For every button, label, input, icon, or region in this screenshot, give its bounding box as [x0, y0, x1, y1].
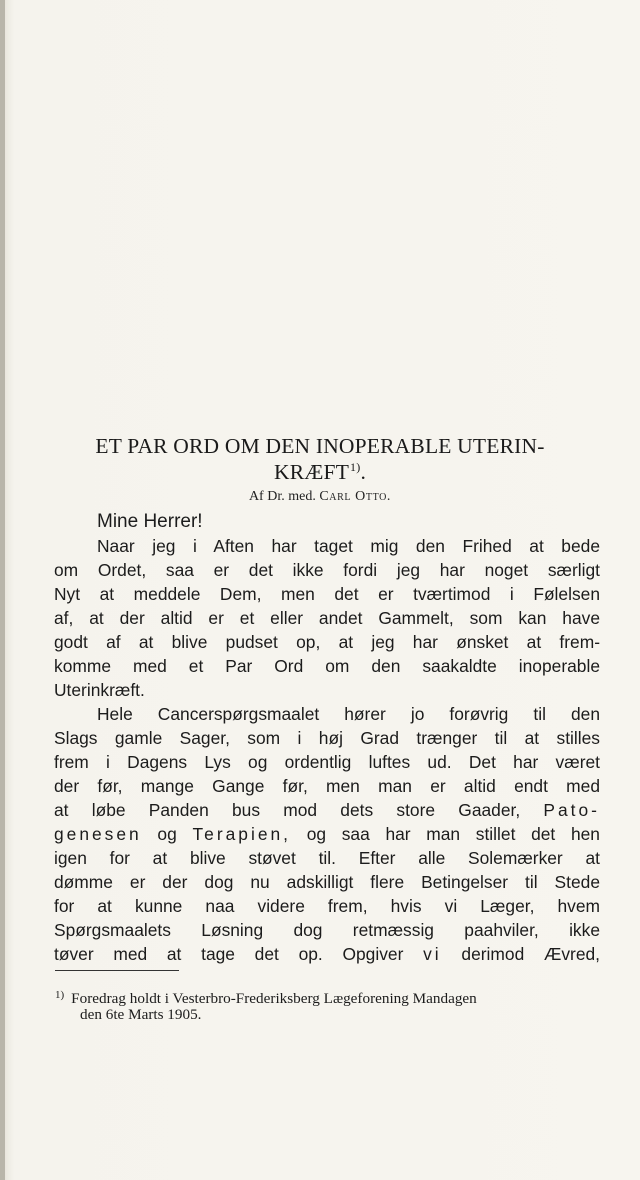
- line-text: og: [157, 824, 177, 844]
- body-line: godt af at blive pudset op, at jeg har ønsket at frem-: [54, 632, 600, 652]
- article-title-line-2: KRÆFT$^{1)}$.: [273, 460, 367, 484]
- byline-prefix: Af Dr. med.: [248, 489, 316, 504]
- body-line: Naar jeg i Aften har taget mig den Frihed at bede: [97, 536, 600, 556]
- footnote-divider: [55, 970, 179, 971]
- body-line: Nyt at meddele Dem, men det er tværtimod i Følelsen: [54, 584, 600, 604]
- footnote-mark: 1): [55, 989, 65, 1001]
- body-line: om Ordet, saa er det ikke fordi jeg har noget særligt: [54, 560, 600, 580]
- byline: [0, 489, 640, 505]
- body-line: af, at der altid er et eller andet Gammelt, som kan have: [54, 608, 600, 628]
- title-text-1: ET PAR ORD OM DEN INOPERABLE UTERIN-: [95, 434, 545, 458]
- spaced-term: Pato-: [543, 800, 600, 820]
- body-line: igen for at blive støvet til. Efter alle Solemærker at: [54, 848, 600, 868]
- body-line: [54, 799, 600, 821]
- author-name: Carl Otto.: [319, 489, 392, 504]
- body-line: der før, mange Gange før, men man er altid endt med: [54, 776, 600, 796]
- body-line: for at kunne naa videre frem, hvis vi Læger, hvem: [54, 896, 600, 916]
- body-line: [54, 823, 600, 845]
- line-text: tøver med at tage det op. Opgiver: [54, 944, 404, 964]
- line-text: og saa har man stillet det hen: [306, 824, 600, 844]
- body-line: Uterinkræft.: [54, 680, 145, 700]
- title-footnote-mark: 1): [350, 460, 361, 474]
- title-text-2: KRÆFT: [273, 460, 350, 484]
- salutation: Mine Herrer!: [97, 511, 203, 532]
- line-text: derimod Ævred,: [461, 944, 601, 964]
- body-line: frem i Dagens Lys og ordentlig luftes ud. Det har været: [54, 752, 600, 772]
- spaced-term: genesen: [54, 824, 142, 844]
- body-line: komme med et Par Ord om den saakaldte inoperable: [54, 656, 600, 676]
- spaced-term: vi: [423, 944, 442, 964]
- footnote-line-2: den 6te Marts 1905.: [80, 1006, 202, 1023]
- body-line: Hele Cancerspørgsmaalet hører jo forøvrig til den: [97, 704, 600, 724]
- body-line: dømme er der dog nu adskilligt flere Betingelser til Stede: [54, 872, 600, 892]
- body-line: Slags gamle Sager, som i høj Grad trænger til at stilles: [54, 728, 600, 748]
- line-text: at løbe Panden bus mod dets store Gaader,: [54, 800, 521, 820]
- body-line: [54, 943, 600, 965]
- article-title-line-1: [30, 434, 610, 459]
- spaced-term: Terapien,: [192, 824, 291, 844]
- footnote-text-1: Foredrag holdt i Vesterbro-Frederiksberg Lægeforening Mandagen: [71, 990, 477, 1007]
- body-line: Spørgsmaalets Løsning dog retmæssig paahviler, ikke: [54, 920, 600, 940]
- book-spine-edge: [0, 0, 5, 1180]
